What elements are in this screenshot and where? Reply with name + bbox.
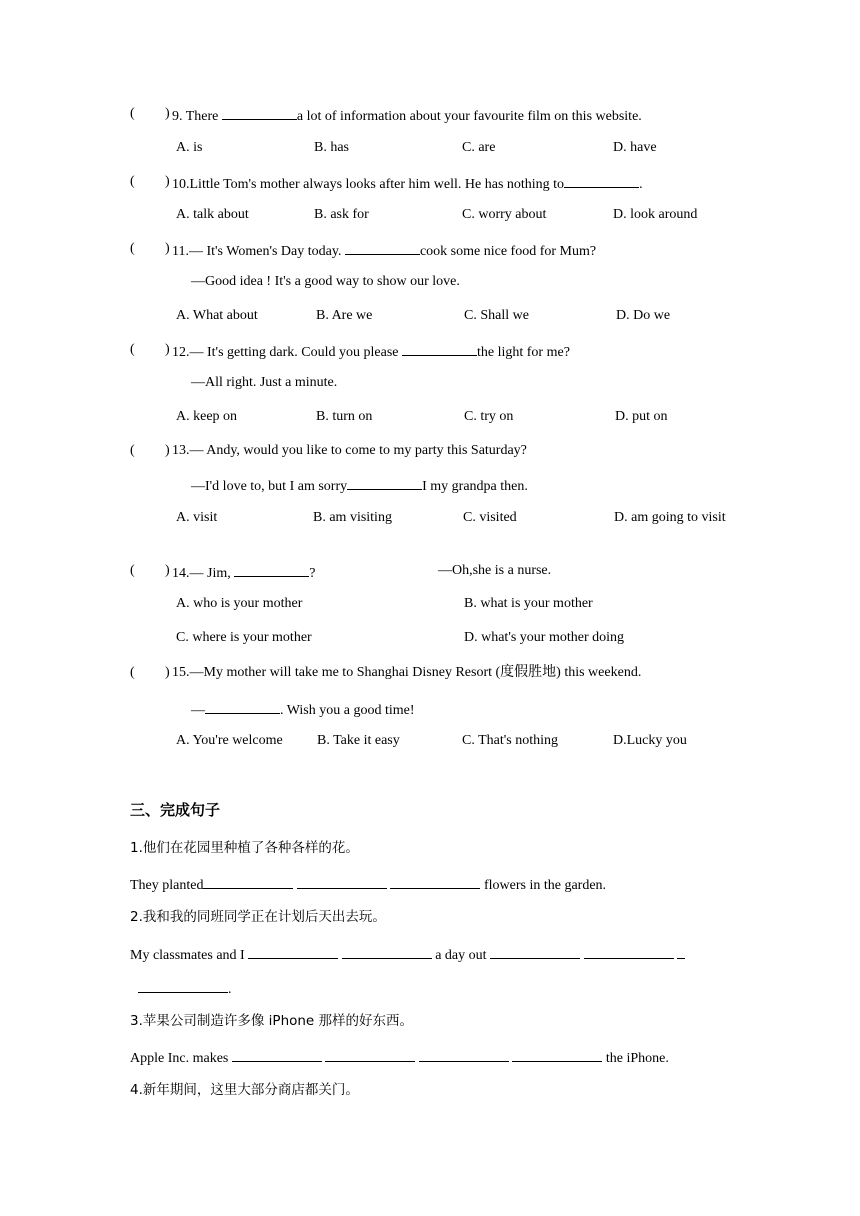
answer-blank[interactable] xyxy=(138,978,228,993)
sentence-text: flowers in the garden. xyxy=(483,878,607,893)
stem-text: — It's Women's Day today. xyxy=(188,244,342,259)
question-12-reply: —All right. Just a minute. xyxy=(191,375,338,390)
answer-blank[interactable] xyxy=(490,944,580,959)
sentence-1-chinese: 1.他们在花园里种植了各种各样的花。 xyxy=(130,840,359,856)
answer-blank[interactable] xyxy=(325,1047,415,1062)
answer-bracket-open: ( xyxy=(130,241,135,256)
option-b[interactable]: B. turn on xyxy=(316,409,373,424)
stem-text: —My mother will take me to Shanghai Disney Resort (度假胜地) this weekend. xyxy=(189,665,642,680)
question-number: 9. xyxy=(172,109,183,124)
reply-text: — xyxy=(191,703,205,718)
answer-bracket-close: ) xyxy=(165,174,170,189)
option-d[interactable]: D. Do we xyxy=(616,308,671,323)
answer-bracket-close: ) xyxy=(165,106,170,121)
answer-blank[interactable] xyxy=(248,944,338,959)
option-a[interactable]: A. is xyxy=(176,140,203,155)
option-c[interactable]: C. worry about xyxy=(462,207,547,222)
option-b[interactable]: B. what is your mother xyxy=(464,596,593,611)
question-10-stem xyxy=(172,173,643,194)
question-13-stem xyxy=(172,442,527,460)
option-c[interactable]: C. visited xyxy=(463,510,517,525)
stem-text: cook some nice food for Mum? xyxy=(419,244,597,259)
question-15-stem xyxy=(172,664,641,682)
question-number: 10. xyxy=(172,177,190,192)
answer-bracket-close: ) xyxy=(165,241,170,256)
answer-blank[interactable] xyxy=(234,562,309,577)
option-a[interactable]: A. What about xyxy=(176,308,258,323)
stem-text: the light for me? xyxy=(477,345,570,360)
answer-bracket-open: ( xyxy=(130,174,135,189)
sentence-4-chinese: 4.新年期间，这里大部分商店都关门。 xyxy=(130,1082,359,1098)
option-a[interactable]: A. You're welcome xyxy=(176,733,283,748)
sentence-2-chinese: 2.我和我的同班同学正在计划后天出去玩。 xyxy=(130,909,386,925)
answer-blank[interactable] xyxy=(297,874,387,889)
question-number: 13. xyxy=(172,443,190,458)
answer-blank[interactable] xyxy=(402,341,477,356)
answer-blank[interactable] xyxy=(390,874,480,889)
answer-bracket-open: ( xyxy=(130,342,135,357)
stem-text: — Jim, xyxy=(189,566,231,581)
answer-blank[interactable] xyxy=(584,944,674,959)
answer-bracket-open: ( xyxy=(130,106,135,121)
sentence-1-english xyxy=(130,874,606,895)
option-d[interactable]: D. am going to visit xyxy=(614,510,726,525)
answer-blank[interactable] xyxy=(347,475,422,490)
option-b[interactable]: B. Are we xyxy=(316,308,373,323)
answer-bracket-open: ( xyxy=(130,665,135,680)
question-14-reply: —Oh,she is a nurse. xyxy=(438,563,552,578)
answer-blank[interactable] xyxy=(419,1047,509,1062)
stem-text: There xyxy=(185,109,219,124)
answer-blank[interactable] xyxy=(205,699,280,714)
stem-text: ? xyxy=(309,566,316,581)
question-number: 12. xyxy=(172,345,190,360)
option-b[interactable]: B. ask for xyxy=(314,207,369,222)
stem-text: — Andy, would you like to come to my party this Saturday? xyxy=(189,443,527,458)
stem-text: Little Tom's mother always looks after him well. He has nothing to xyxy=(189,177,565,192)
reply-text: . Wish you a good time! xyxy=(280,703,415,718)
sentence-text: My classmates and I xyxy=(130,948,245,963)
reply-text: I my grandpa then. xyxy=(422,479,528,494)
option-a[interactable]: A. visit xyxy=(176,510,218,525)
sentence-text: Apple Inc. makes xyxy=(130,1051,229,1066)
answer-blank[interactable] xyxy=(345,240,420,255)
stem-text: — It's getting dark. Could you please xyxy=(189,345,399,360)
option-c[interactable]: C. Shall we xyxy=(464,308,529,323)
answer-blank[interactable] xyxy=(232,1047,322,1062)
question-14-stem xyxy=(172,562,315,583)
option-d[interactable]: D.Lucky you xyxy=(613,733,687,748)
answer-blank[interactable] xyxy=(677,944,685,959)
sentence-2-english xyxy=(130,944,685,965)
sentence-3-chinese: 3.苹果公司制造许多像 iPhone 那样的好东西。 xyxy=(130,1013,414,1029)
sentence-3-english xyxy=(130,1047,669,1068)
sentence-text: a day out xyxy=(435,948,487,963)
option-d[interactable]: D. put on xyxy=(615,409,668,424)
question-number: 15. xyxy=(172,665,190,680)
option-b[interactable]: B. has xyxy=(314,140,349,155)
sentence-text: They planted xyxy=(130,878,204,893)
question-11-stem xyxy=(172,240,596,261)
answer-blank[interactable] xyxy=(342,944,432,959)
question-9-stem xyxy=(172,105,642,126)
option-c[interactable]: C. That's nothing xyxy=(462,733,558,748)
question-15-reply xyxy=(191,699,415,720)
answer-bracket-open: ( xyxy=(130,563,135,578)
answer-blank[interactable] xyxy=(564,173,639,188)
question-12-stem xyxy=(172,341,570,362)
option-c[interactable]: C. where is your mother xyxy=(176,630,312,645)
stem-text: . xyxy=(639,177,643,192)
option-d[interactable]: D. look around xyxy=(613,207,698,222)
option-a[interactable]: A. talk about xyxy=(176,207,249,222)
section-heading: 三、完成句子 xyxy=(130,801,221,819)
answer-bracket-open: ( xyxy=(130,443,135,458)
stem-text: a lot of information about your favourite film on this website. xyxy=(296,109,642,124)
answer-blank[interactable] xyxy=(512,1047,602,1062)
option-c[interactable]: C. try on xyxy=(464,409,514,424)
sentence-2-continuation xyxy=(138,978,232,999)
reply-text: —I'd love to, but I am sorry xyxy=(191,479,348,494)
question-11-reply: —Good idea ! It's a good way to show our love. xyxy=(191,274,460,289)
option-b[interactable]: B. Take it easy xyxy=(317,733,400,748)
question-number: 14. xyxy=(172,566,190,581)
sentence-text: . xyxy=(228,982,232,997)
option-d[interactable]: D. what's your mother doing xyxy=(464,630,625,645)
sentence-text: the iPhone. xyxy=(605,1051,669,1066)
option-b[interactable]: B. am visiting xyxy=(313,510,392,525)
answer-blank[interactable] xyxy=(203,874,293,889)
answer-blank[interactable] xyxy=(222,105,297,120)
option-c[interactable]: C. are xyxy=(462,140,496,155)
question-number: 11. xyxy=(172,244,189,259)
answer-bracket-close: ) xyxy=(165,563,170,578)
answer-bracket-close: ) xyxy=(165,443,170,458)
question-13-reply xyxy=(191,475,528,496)
option-d[interactable]: D. have xyxy=(613,140,657,155)
option-a[interactable]: A. who is your mother xyxy=(176,596,303,611)
answer-bracket-close: ) xyxy=(165,665,170,680)
answer-bracket-close: ) xyxy=(165,342,170,357)
option-a[interactable]: A. keep on xyxy=(176,409,238,424)
